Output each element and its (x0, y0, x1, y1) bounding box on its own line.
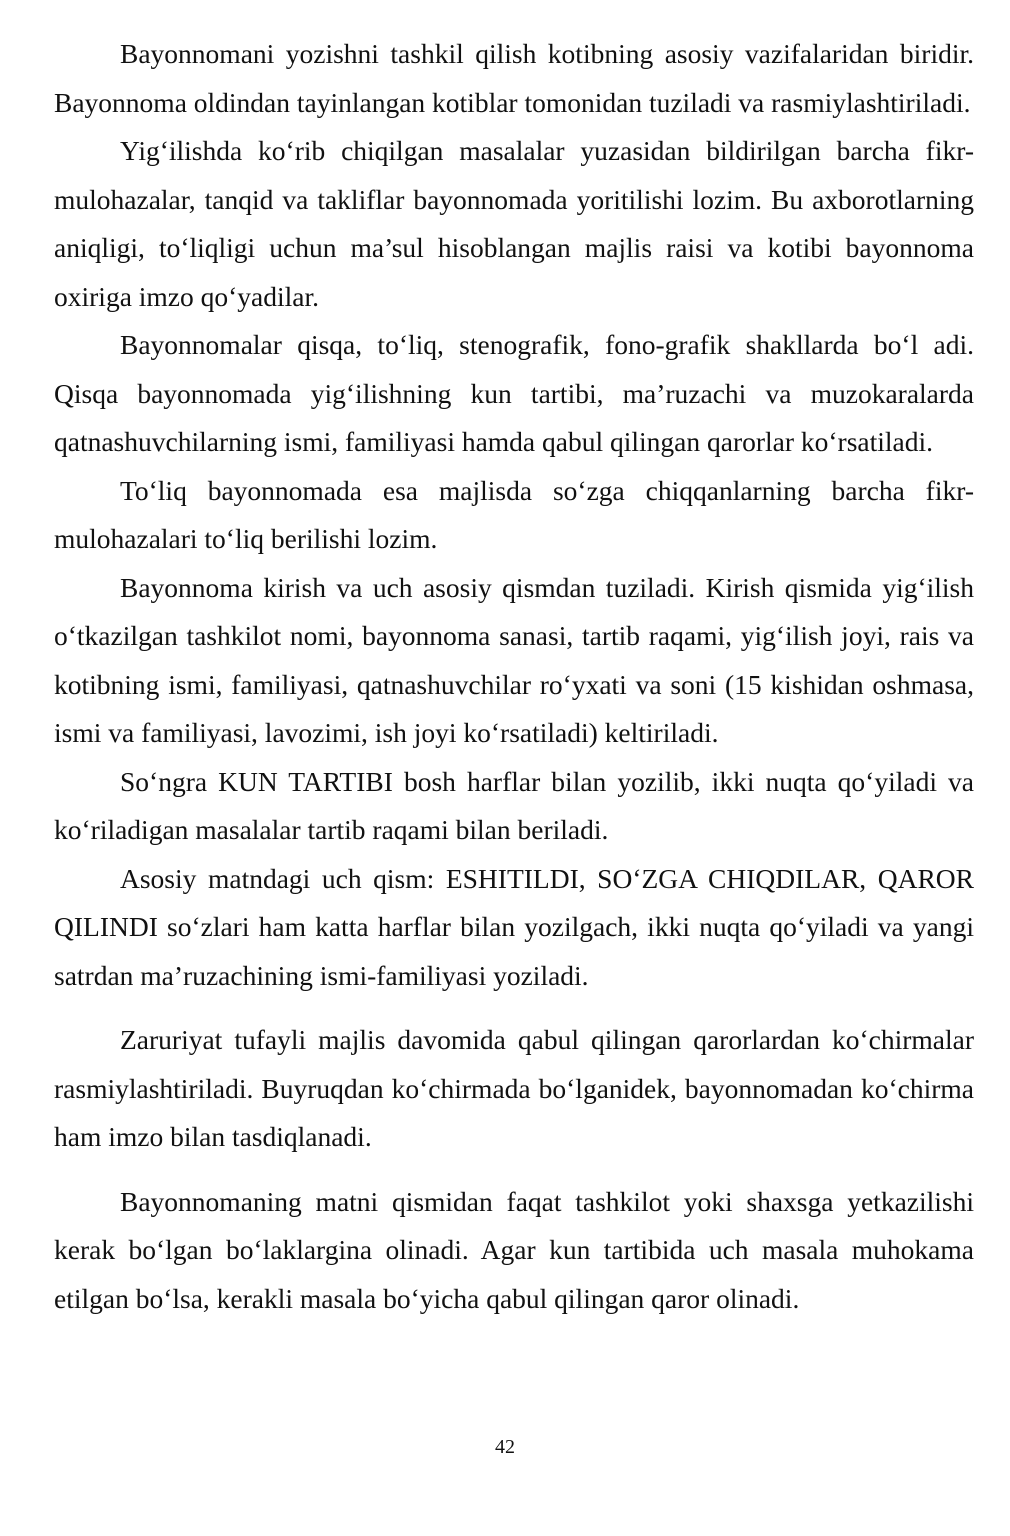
paragraph: Bayonnomalar qisqa, to‘liq, stenografik, fono-grafik shakllarda bo‘l adi. Qisqa bayonnomada yig‘ilishning kun tartibi, ma’ruzachi va muzokaralarda qatnashuvchilarning ismi, familiyasi hamda qabul qilingan qarorlar ko‘rsatiladi. (54, 329, 974, 457)
body-text (54, 30, 974, 1323)
paragraph: Zaruriyat tufayli majlis davomida qabul qilingan qarorlardan ko‘chirmalar rasmiylashtiriladi. Buyruqdan ko‘chirmada bo‘lganidek, bayonnomadan ko‘chirma ham imzo bilan tasdiqlanadi. (54, 1024, 974, 1152)
paragraph: So‘ngra KUN TARTIBI bosh harflar bilan yozilib, ikki nuqta qo‘yiladi va ko‘riladigan masalalar tartib raqami bilan beriladi. (54, 765, 974, 845)
paragraph: To‘liq bayonnomada esa majlisda so‘zga chiqqanlarning barcha fikr-mulohazalari to‘liq berilishi lozim. (54, 474, 974, 554)
paragraph: Bayonnomani yozishni tashkil qilish kotibning asosiy vazifalaridan biridir. Bayonnoma oldindan tayinlangan kotiblar tomonidan tuziladi va rasmiylashtiriladi. (54, 38, 974, 118)
paragraph: Yig‘ilishda ko‘rib chiqilgan masalalar yuzasidan bildirilgan barcha fikr-mulohazalar, tanqid va takliflar bayonnomada yoritilishi lozim. Bu axborotlarning aniqligi, to‘liqligi uchun ma’sul hisoblangan majlis raisi va kotibi bayonnoma oxiriga imzo qo‘yadilar. (54, 135, 974, 312)
paragraph: Bayonnomaning matni qismidan faqat tashkilot yoki shaxsga yetkazilishi kerak bo‘lgan bo‘laklargina olinadi. Agar kun tartibida uch masala muhokama etilgan bo‘lsa, kerakli masala bo‘yicha qabul qilingan qaror olinadi. (54, 1185, 974, 1314)
page-number: 42 (495, 1436, 515, 1458)
paragraph: Asosiy matndagi uch qism: ESHITILDI, SO‘ZGA CHIQDILAR, QAROR QILINDI so‘zlari ham katta harflar bilan yozilgach, ikki nuqta qo‘yiladi va yangi satrdan ma’ruzachining ismi-familiyasi yoziladi. (54, 862, 974, 991)
paragraph: Bayonnoma kirish va uch asosiy qismdan tuziladi. Kirish qismida yig‘ilish o‘tkazilgan tashkilot nomi, bayonnoma sanasi, tartib raqami, yig‘ilish joyi, rais va kotibning ismi, familiyasi, qatnashuvchilar ro‘yxati va soni (15 kishidan oshmasa, ismi va familiyasi, lavozimi, ish joyi ko‘rsatiladi) keltiriladi. (54, 571, 974, 748)
